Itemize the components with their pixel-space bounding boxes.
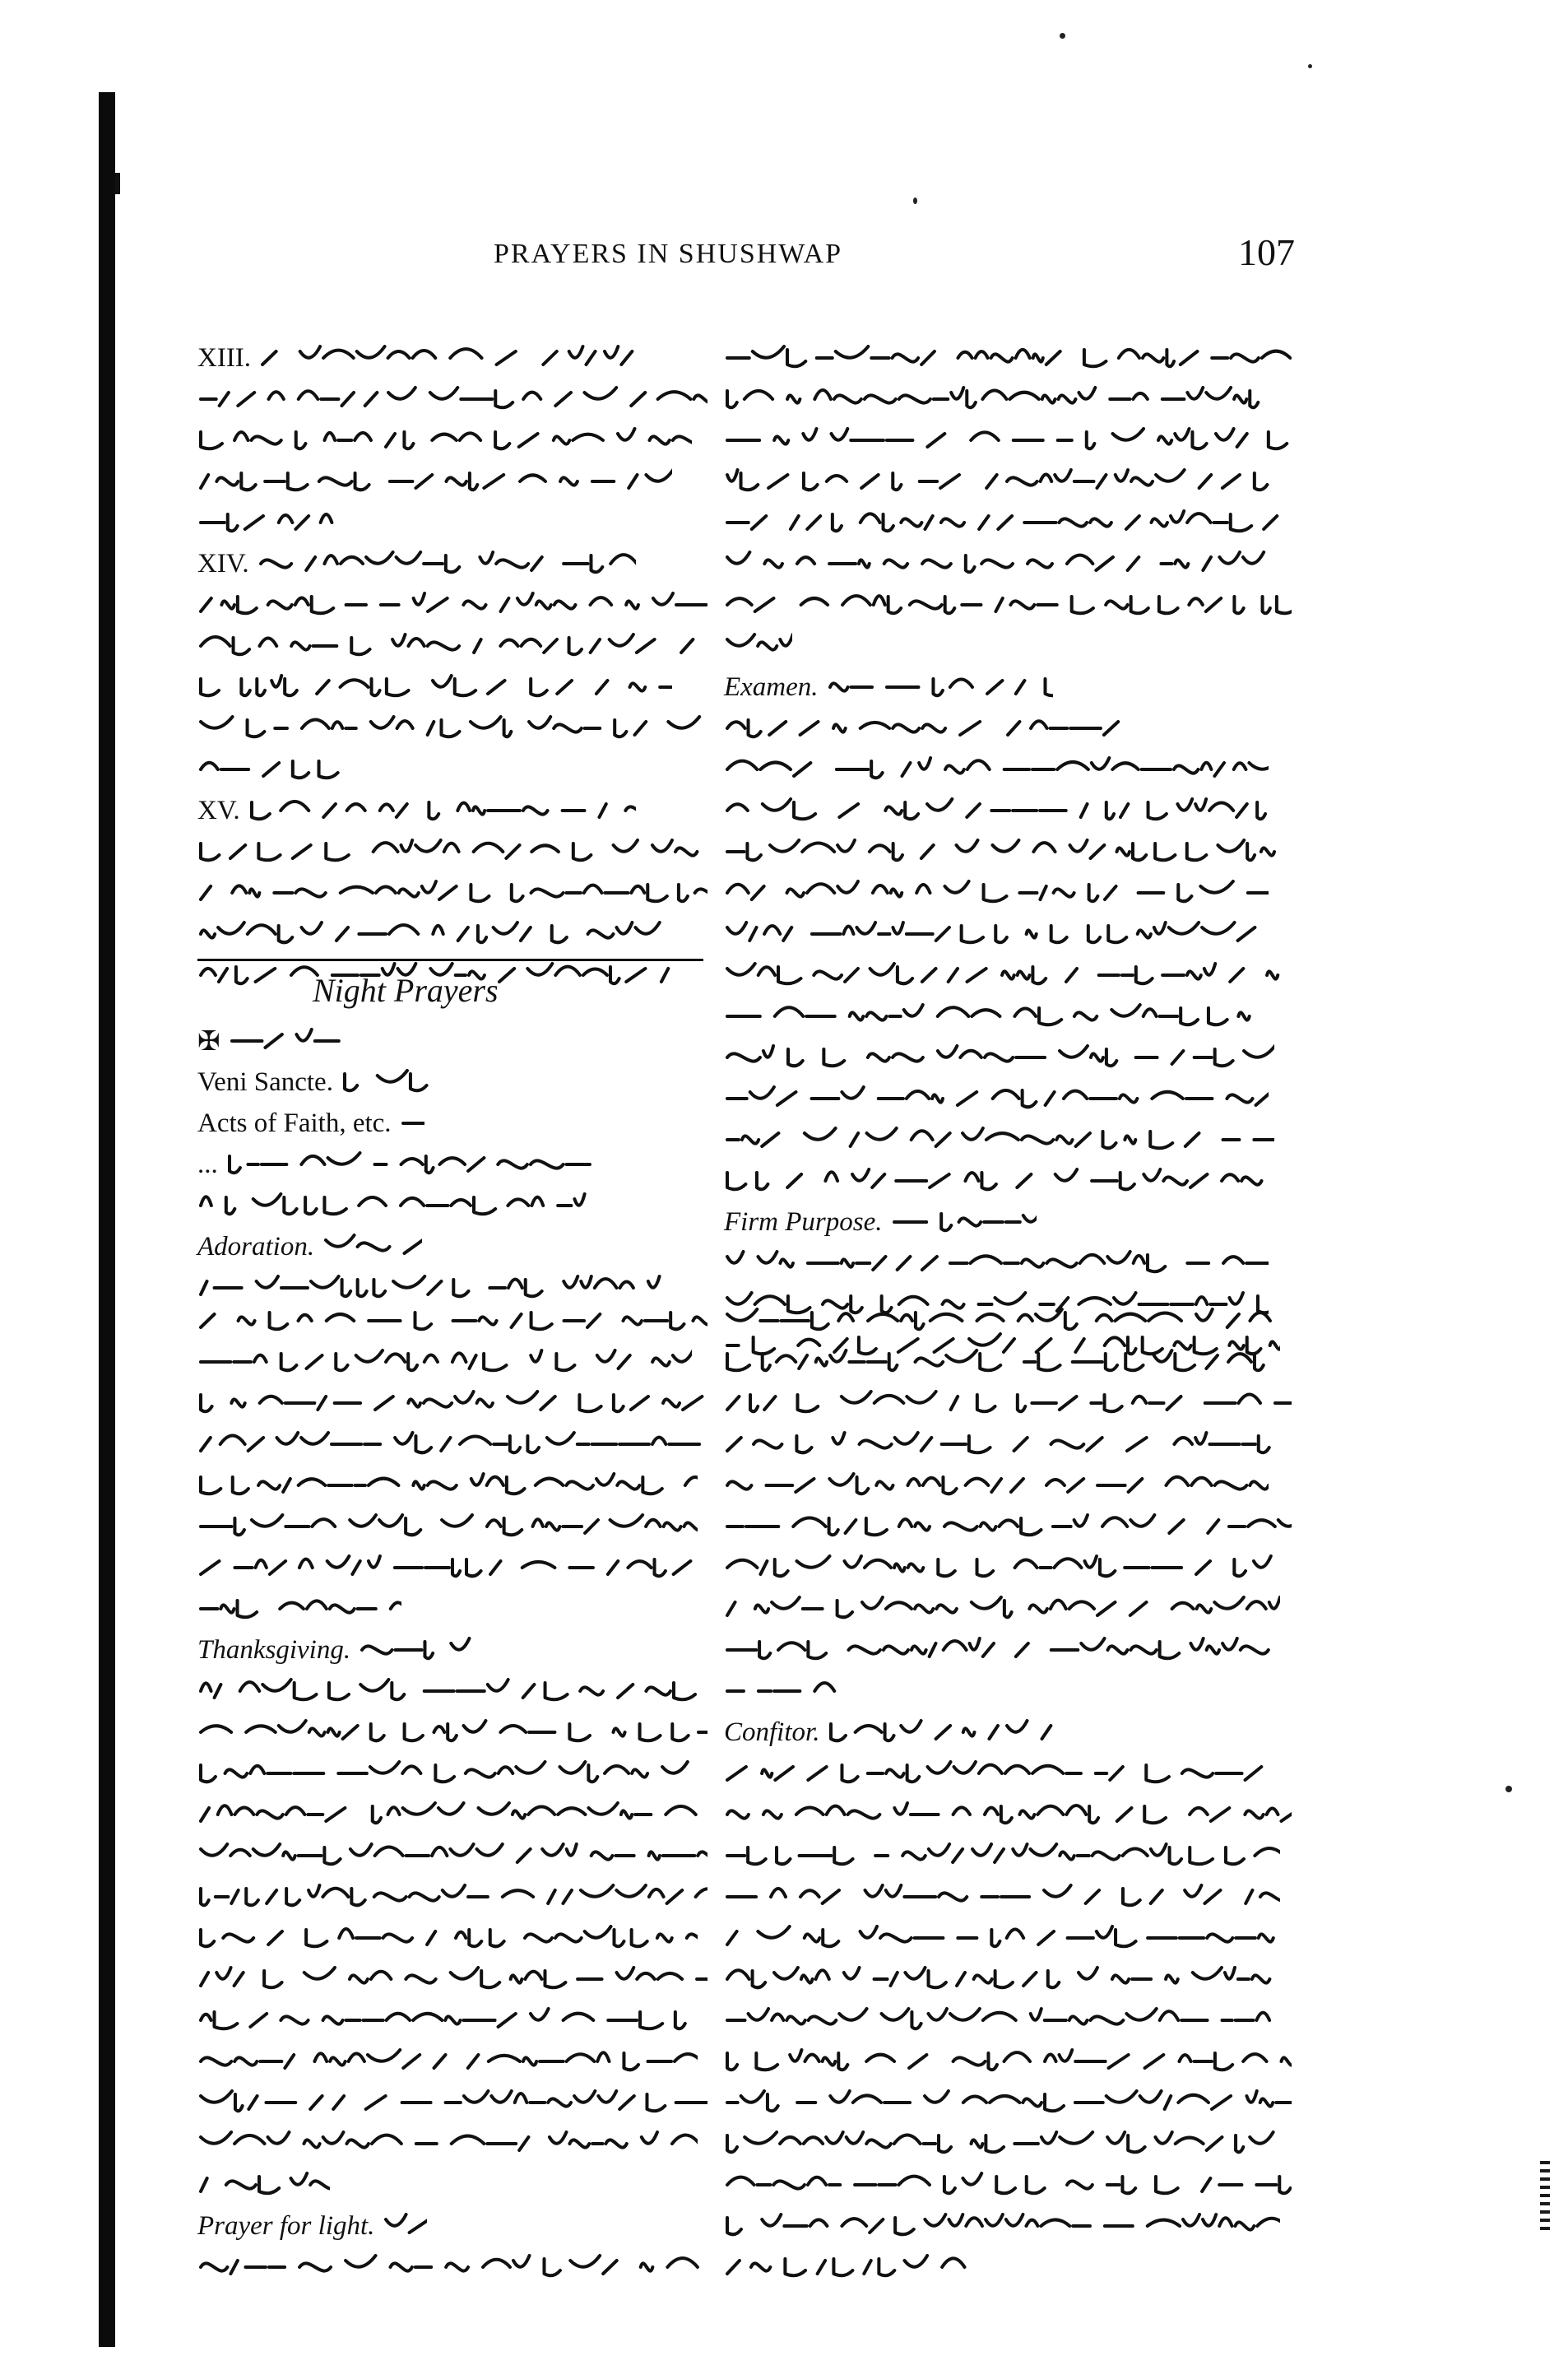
shorthand-script <box>197 1671 698 1712</box>
text-line <box>197 379 707 420</box>
line-label: Acts of Faith, etc. <box>197 1108 392 1138</box>
shorthand-script <box>197 1424 707 1465</box>
text-line <box>197 1144 707 1185</box>
text-line <box>724 1424 1292 1465</box>
text-line <box>197 1185 707 1226</box>
speck <box>1505 1786 1512 1792</box>
line-label: Confitor. <box>724 1717 820 1747</box>
text-line <box>724 996 1292 1037</box>
binding-mark <box>115 173 120 194</box>
running-head: PRAYERS IN SHUSHWAP <box>494 239 843 269</box>
text-line <box>197 1917 707 1959</box>
shorthand-script <box>724 1037 1274 1078</box>
text-line <box>197 420 707 461</box>
text-line <box>724 1037 1292 1078</box>
section-divider <box>197 959 703 961</box>
shorthand-script <box>197 1588 401 1629</box>
text-line <box>197 1671 707 1712</box>
text-line <box>724 1959 1292 2000</box>
text-line <box>724 708 1292 749</box>
shorthand-script <box>197 749 350 790</box>
speck <box>1308 64 1312 68</box>
text-line <box>724 1794 1292 1835</box>
left-column-middle <box>197 1020 707 1308</box>
shorthand-script <box>724 708 1133 749</box>
shorthand-script <box>197 1835 707 1876</box>
shorthand-script <box>724 1424 1280 1465</box>
shorthand-script <box>724 1465 1269 1506</box>
text-line <box>724 502 1292 543</box>
text-line <box>197 1020 707 1062</box>
shorthand-script <box>724 2205 1280 2247</box>
shorthand-script <box>197 502 341 543</box>
shorthand-script <box>259 337 636 379</box>
shorthand-script <box>724 1506 1292 1547</box>
shorthand-script <box>359 1629 478 1671</box>
text-line <box>197 1465 707 1506</box>
shorthand-script <box>197 2123 698 2164</box>
text-line <box>197 1712 707 1753</box>
shorthand-script <box>197 708 707 749</box>
shorthand-script <box>724 2000 1280 2041</box>
text-line <box>197 2205 707 2247</box>
shorthand-script <box>724 1300 1280 1341</box>
shorthand-script <box>724 461 1292 502</box>
text-line <box>724 1753 1292 1794</box>
shorthand-script <box>400 1103 424 1144</box>
shorthand-script <box>828 1712 1053 1753</box>
shorthand-script <box>724 625 792 667</box>
text-line <box>197 1424 707 1465</box>
text-line <box>724 872 1292 913</box>
line-label: ✠ <box>197 1027 220 1057</box>
shorthand-script <box>724 1671 837 1712</box>
text-line <box>197 790 707 831</box>
shorthand-script <box>197 1547 698 1588</box>
text-line <box>197 708 707 749</box>
shorthand-script <box>197 831 707 872</box>
text-line <box>197 1103 707 1144</box>
text-line <box>197 1341 707 1382</box>
shorthand-script <box>322 1226 422 1267</box>
page-number: 107 <box>1238 231 1295 273</box>
text-line <box>724 1201 1292 1243</box>
shorthand-script <box>724 502 1280 543</box>
text-line <box>724 461 1292 502</box>
text-line <box>724 2247 1292 2288</box>
text-line <box>724 2082 1292 2123</box>
shorthand-script <box>197 625 698 667</box>
shorthand-script <box>724 2247 974 2288</box>
shorthand-script <box>724 1382 1292 1424</box>
text-line <box>197 1382 707 1424</box>
text-line <box>197 2164 707 2205</box>
text-line <box>197 1753 707 1794</box>
right-column-bottom <box>724 1300 1292 2288</box>
text-line <box>724 1588 1292 1629</box>
line-label: Adoration. <box>197 1231 315 1262</box>
text-line <box>724 1160 1292 1201</box>
line-label: Firm Purpose. <box>724 1206 883 1237</box>
line-label: Veni Sancte. <box>197 1066 333 1097</box>
shorthand-script <box>724 1078 1269 1119</box>
right-column-top <box>724 337 1292 1366</box>
shorthand-script <box>724 1794 1292 1835</box>
text-line <box>724 2205 1292 2247</box>
shorthand-script <box>724 1753 1280 1794</box>
shorthand-script <box>341 1062 432 1103</box>
text-line <box>724 1382 1292 1424</box>
shorthand-script <box>197 1465 698 1506</box>
shorthand-script <box>724 1160 1269 1201</box>
text-line <box>197 1629 707 1671</box>
text-line <box>197 667 707 708</box>
shorthand-script <box>724 1917 1280 1959</box>
shorthand-script <box>197 1876 707 1917</box>
text-line <box>724 625 1292 667</box>
shorthand-script <box>724 1119 1274 1160</box>
shorthand-script <box>724 1341 1280 1382</box>
text-line <box>197 625 707 667</box>
text-line <box>724 1300 1292 1341</box>
shorthand-script <box>248 790 637 831</box>
night-prayers-heading: Night Prayers <box>313 972 499 1009</box>
shorthand-script <box>724 913 1269 955</box>
speck <box>913 197 917 204</box>
text-line <box>724 749 1292 790</box>
text-line <box>197 502 707 543</box>
text-line <box>197 2000 707 2041</box>
shorthand-script <box>197 1753 692 1794</box>
shorthand-script <box>724 749 1269 790</box>
shorthand-script <box>724 1629 1280 1671</box>
shorthand-script <box>724 790 1280 831</box>
text-line <box>197 1226 707 1267</box>
shorthand-script <box>197 584 707 625</box>
shorthand-script <box>197 461 672 502</box>
text-line <box>197 2041 707 2082</box>
text-line <box>197 1506 707 1547</box>
text-line <box>724 379 1292 420</box>
shorthand-script <box>724 872 1269 913</box>
shorthand-script <box>197 1794 707 1835</box>
line-label: XIII. <box>197 342 252 373</box>
line-label: XIV. <box>197 548 249 579</box>
text-line <box>724 1341 1292 1382</box>
text-line <box>197 1835 707 1876</box>
text-line <box>197 872 707 913</box>
shorthand-script <box>724 337 1292 379</box>
line-label: XV. <box>197 795 240 825</box>
text-line <box>197 1062 707 1103</box>
shorthand-script <box>724 1959 1292 2000</box>
edge-mark <box>1540 2156 1550 2247</box>
text-line <box>724 2123 1292 2164</box>
shorthand-script <box>197 379 707 420</box>
text-line <box>197 1876 707 1917</box>
shorthand-script <box>229 1020 350 1062</box>
shorthand-script <box>197 420 692 461</box>
text-line <box>724 2164 1292 2205</box>
shorthand-script <box>724 584 1292 625</box>
shorthand-script <box>724 2082 1292 2123</box>
binding-edge <box>99 92 115 2347</box>
shorthand-script <box>197 1185 596 1226</box>
text-line <box>197 1959 707 2000</box>
shorthand-script <box>724 955 1280 996</box>
text-line <box>197 1794 707 1835</box>
shorthand-script <box>197 1917 698 1959</box>
shorthand-script <box>197 913 672 955</box>
text-line <box>724 1506 1292 1547</box>
text-line <box>197 337 707 379</box>
shorthand-script <box>197 2000 698 2041</box>
shorthand-script <box>724 543 1274 584</box>
line-label: Thanksgiving. <box>197 1634 351 1665</box>
shorthand-script <box>724 2164 1292 2205</box>
text-line <box>724 1465 1292 1506</box>
shorthand-script <box>197 1382 707 1424</box>
text-line <box>724 667 1292 708</box>
text-line <box>724 1547 1292 1588</box>
shorthand-script <box>197 872 707 913</box>
line-label: Examen. <box>724 671 819 702</box>
text-line <box>197 831 707 872</box>
speck <box>1060 33 1065 39</box>
shorthand-script <box>226 1144 596 1185</box>
shorthand-script <box>197 1959 707 2000</box>
left-column-bottom <box>197 1300 707 2288</box>
text-line <box>724 1078 1292 1119</box>
text-line <box>724 831 1292 872</box>
text-line <box>724 584 1292 625</box>
text-line <box>724 1876 1292 1917</box>
text-line <box>724 543 1292 584</box>
text-line <box>197 1588 707 1629</box>
shorthand-script <box>197 1712 707 1753</box>
shorthand-script <box>724 2123 1280 2164</box>
text-line <box>197 461 707 502</box>
shorthand-script <box>197 2247 707 2288</box>
text-line <box>724 1917 1292 1959</box>
shorthand-script <box>197 667 672 708</box>
shorthand-script <box>724 1876 1280 1917</box>
shorthand-script <box>724 831 1280 872</box>
text-line <box>724 2000 1292 2041</box>
left-column-top <box>197 337 707 996</box>
text-line <box>724 1119 1292 1160</box>
shorthand-script <box>724 1243 1269 1284</box>
text-line <box>724 1629 1292 1671</box>
shorthand-script <box>724 1588 1280 1629</box>
line-label: Prayer for light. <box>197 2210 375 2241</box>
shorthand-script <box>724 379 1280 420</box>
shorthand-script <box>891 1201 1037 1243</box>
line-label: ... <box>197 1149 218 1179</box>
text-line <box>724 1243 1292 1284</box>
text-line <box>724 1712 1292 1753</box>
text-line <box>724 913 1292 955</box>
shorthand-script <box>724 1547 1280 1588</box>
text-line <box>724 2041 1292 2082</box>
text-line <box>197 1547 707 1588</box>
text-line <box>724 955 1292 996</box>
text-line <box>197 584 707 625</box>
text-line <box>197 749 707 790</box>
text-line <box>197 543 707 584</box>
shorthand-script <box>724 420 1292 461</box>
shorthand-script <box>724 1835 1280 1876</box>
shorthand-script <box>197 2041 698 2082</box>
text-line <box>197 913 707 955</box>
shorthand-script <box>724 996 1269 1037</box>
shorthand-script <box>197 1506 698 1547</box>
shorthand-script <box>827 667 1054 708</box>
shorthand-script <box>197 1300 707 1341</box>
text-line <box>197 2247 707 2288</box>
shorthand-script <box>724 2041 1292 2082</box>
shorthand-script <box>257 543 637 584</box>
shorthand-script <box>197 2082 707 2123</box>
text-line <box>197 1300 707 1341</box>
shorthand-script <box>383 2205 427 2247</box>
shorthand-script <box>197 1341 692 1382</box>
text-line <box>724 420 1292 461</box>
text-line <box>724 1835 1292 1876</box>
text-line <box>724 1671 1292 1712</box>
text-line <box>724 790 1292 831</box>
text-line <box>197 2082 707 2123</box>
text-line <box>197 2123 707 2164</box>
text-line <box>724 337 1292 379</box>
shorthand-script <box>197 2164 330 2205</box>
